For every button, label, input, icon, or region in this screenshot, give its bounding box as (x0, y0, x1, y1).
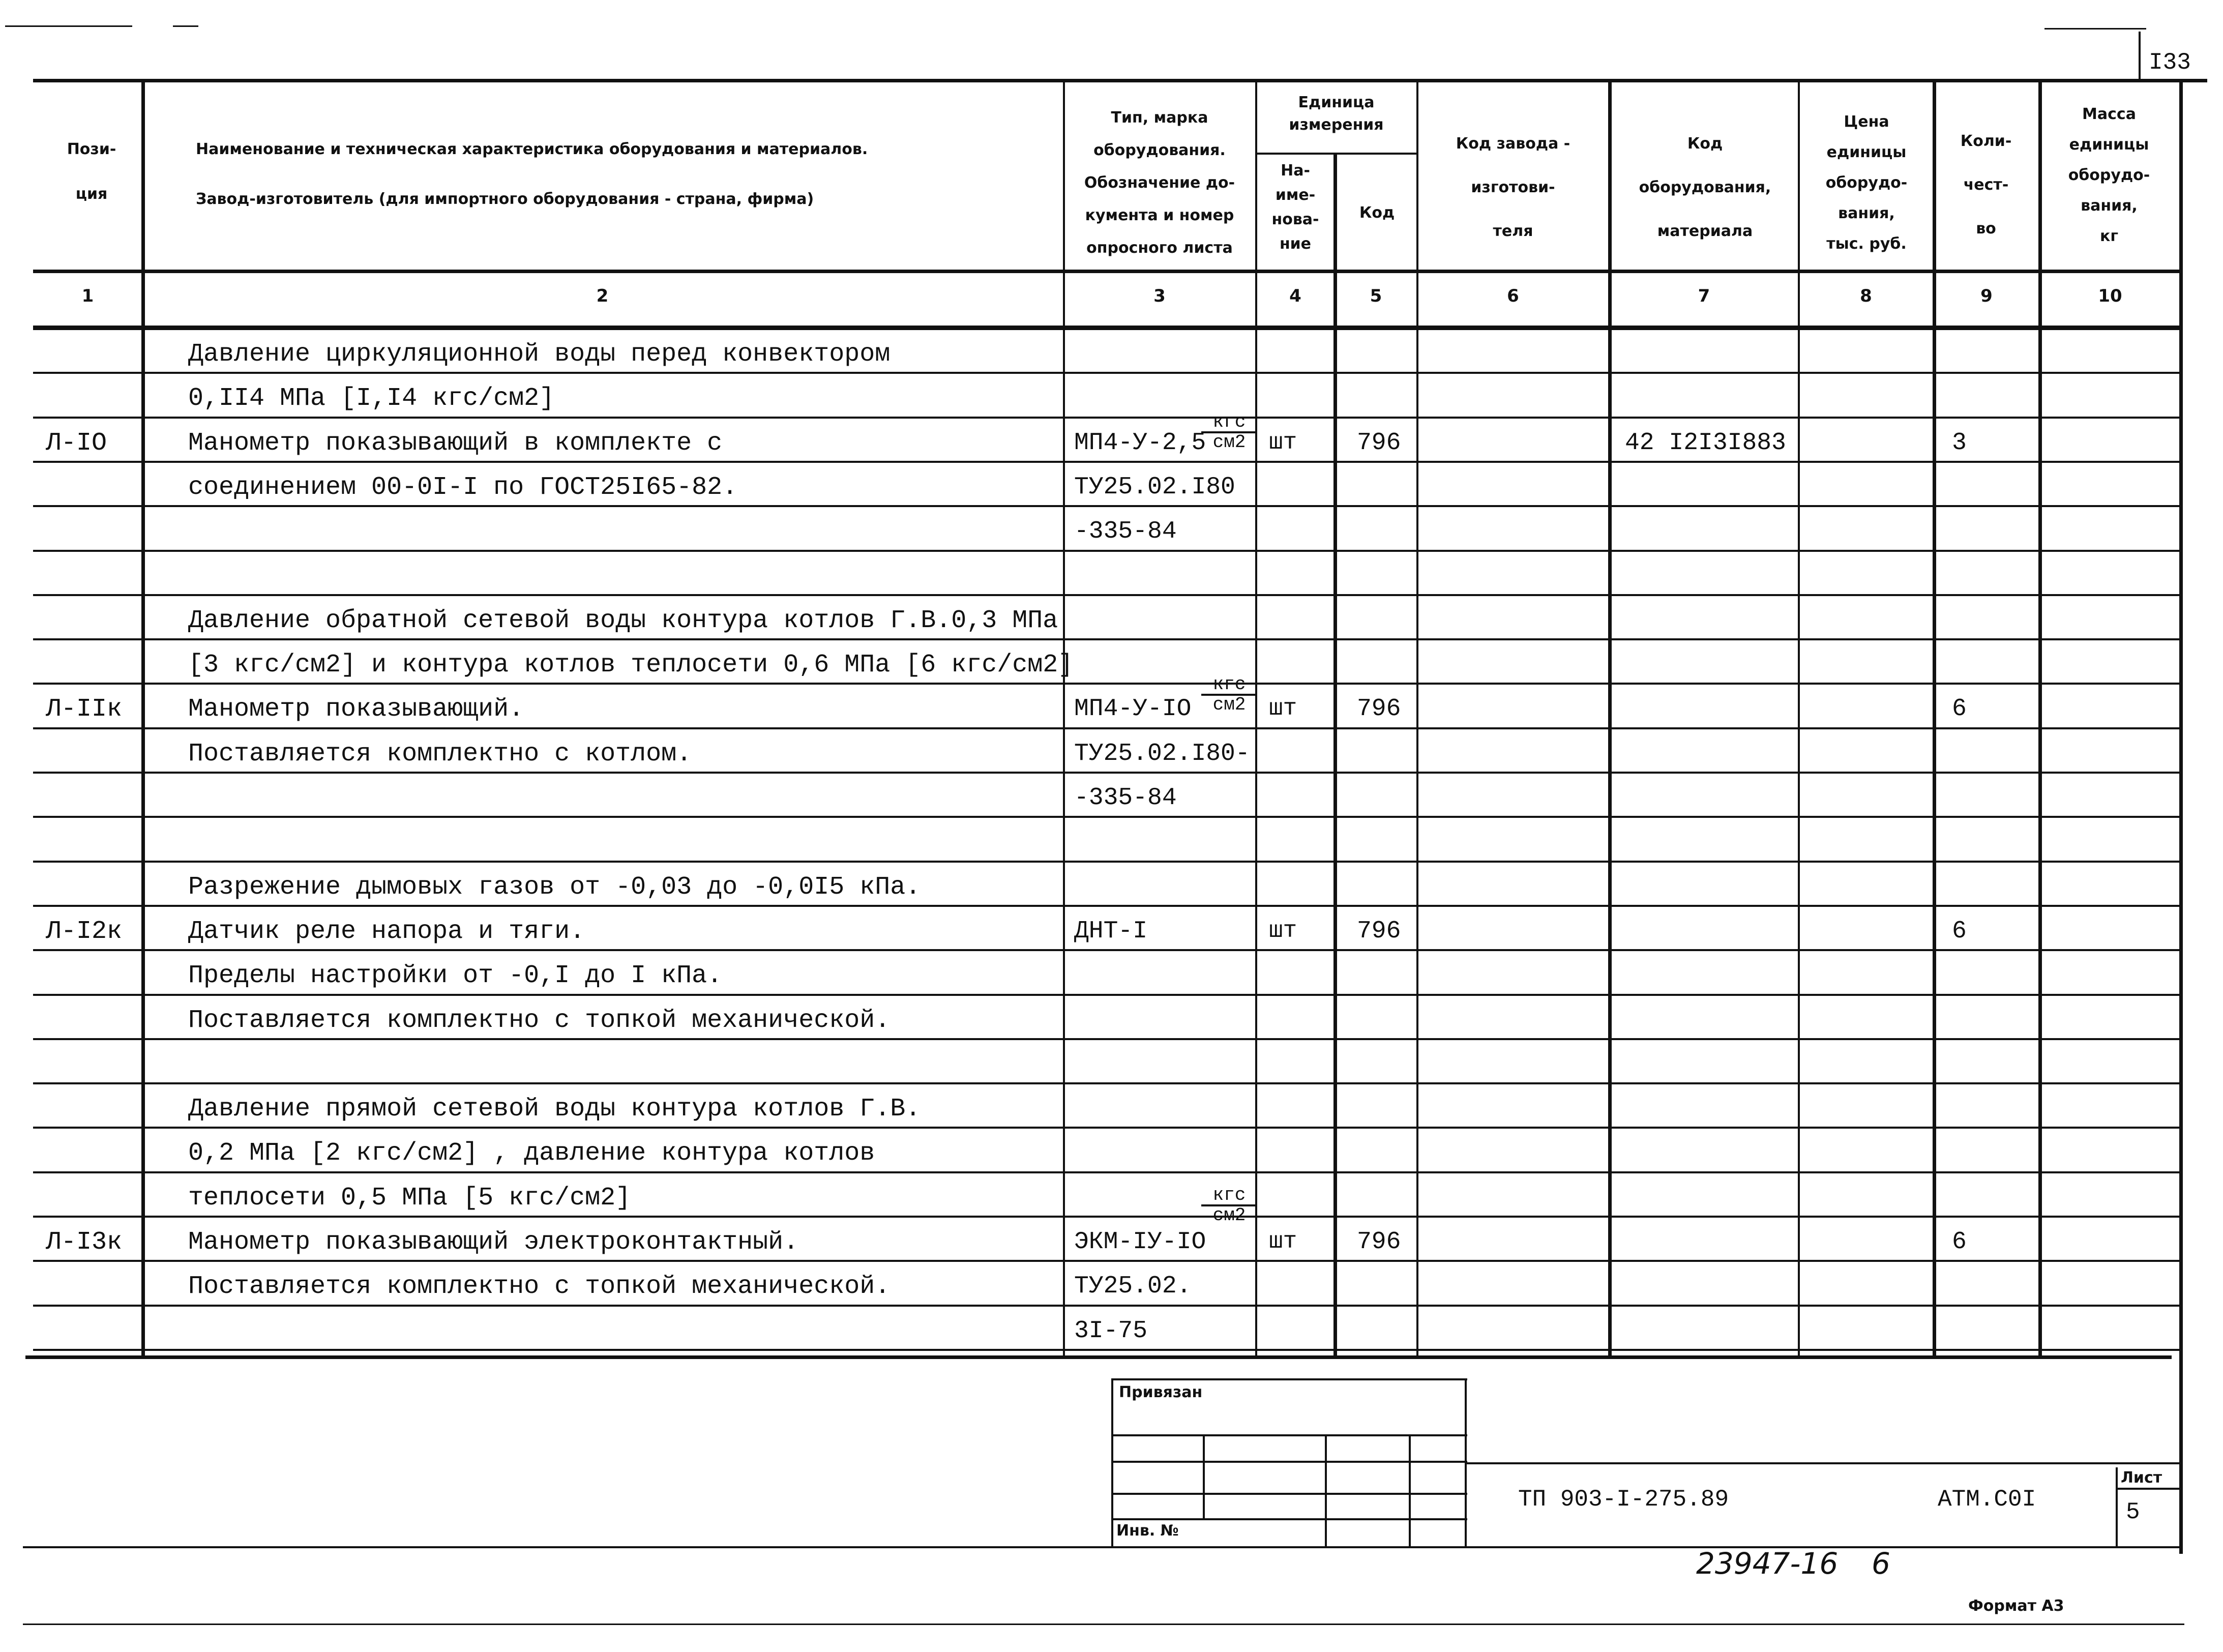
header-unit-group: Единица измерения (1289, 94, 1384, 134)
header-col5: Код (1359, 204, 1395, 222)
cell-type: МП4-У-IО (1074, 695, 1192, 723)
row-separator (33, 1127, 2182, 1129)
cell-name: Пределы настройки от -0,I до I кПа. (188, 961, 723, 991)
colnum-2: 2 (596, 286, 609, 306)
cell-name: Поставляется комплектно с топкой механической. (188, 1006, 891, 1035)
row-separator (33, 727, 2182, 729)
table-bottom-border (25, 1355, 2172, 1359)
cell-name: Давление прямой сетевой воды контура котлов Г.В. (188, 1095, 921, 1124)
cell-name: [3 кгс/см2] и контура котлов теплосети 0,6 МПа [6 кгс/см2] (188, 651, 1074, 680)
cell-type: ТУ25.02.I80 (1074, 473, 1235, 501)
cell-type: МП4-У-2,5 (1074, 429, 1206, 457)
header-col3: Тип, марка оборудования. Обозначение до- кумента и номер опросного листа (1084, 109, 1235, 257)
cell-name: Датчик реле напора и тяги. (188, 917, 585, 946)
row-separator (33, 1082, 2182, 1084)
unit-subheader-line (1255, 153, 1416, 155)
colnum-1: 1 (81, 286, 94, 306)
cell-code: 796 (1357, 429, 1401, 457)
row-separator (33, 594, 2182, 596)
unit-fraction-row-3: кгс см2 (1201, 413, 1257, 452)
colnum-3: 3 (1153, 286, 1166, 306)
sheet-number-top: I33 (2149, 49, 2191, 76)
col-line-5 (1416, 79, 1418, 1358)
colnum-7: 7 (1698, 286, 1710, 306)
row-separator (33, 816, 2182, 818)
col-line-8 (1933, 79, 1936, 1358)
unit-fraction-row-21: кгс см2 (1201, 1186, 1257, 1225)
header-col9: Коли- чест- во (1960, 132, 2012, 238)
cell-unit: шт (1269, 429, 1297, 456)
colnum-8: 8 (1860, 286, 1872, 306)
body-top-border (33, 327, 2182, 330)
cell-eqcode: 42 I2I3I883 (1625, 429, 1786, 457)
cell-name: 0,II4 МПа [I,I4 кгс/см2] (188, 384, 555, 414)
stamp-doc-code: ТП 903-I-275.89 (1518, 1486, 1729, 1513)
row-separator (33, 683, 2182, 685)
col-line-7 (1798, 79, 1800, 1358)
cell-name: 0,2 МПа [2 кгс/см2] , давление контура котлов (188, 1139, 875, 1168)
stamp-bottom-number: 23947-16 (1696, 1546, 1839, 1581)
colnum-4: 4 (1289, 286, 1301, 306)
cell-name: Манометр показывающий. (188, 695, 524, 724)
row-separator (33, 1216, 2182, 1218)
table-top-border (33, 79, 2207, 82)
cell-type: ТУ25.02. (1074, 1273, 1192, 1301)
stamp-privyazan: Привязан (1119, 1383, 1203, 1401)
cell-type: -335-84 (1074, 784, 1177, 812)
cell-code: 796 (1357, 1228, 1401, 1256)
col-line-3 (1255, 79, 1257, 1358)
bottom-rule (23, 1624, 2184, 1625)
row-separator (33, 1171, 2182, 1173)
top-left-dash-2 (173, 25, 198, 27)
cell-type: ДНТ-I (1074, 917, 1148, 945)
row-separator (33, 372, 2182, 374)
top-left-dash (5, 25, 132, 27)
sheet-number-box-left (2139, 32, 2141, 82)
cell-qty: 6 (1952, 917, 1967, 945)
stamp-inv-label: Инв. № (1116, 1522, 1179, 1540)
header-bottom-border (33, 270, 2182, 273)
header-col2: Наименование и техническая характеристика оборудования и материалов. Завод-изготовитель (для импортного оборудования - страна, фирма) (196, 140, 868, 208)
cell-name: теплосети 0,5 МПа [5 кгс/см2] (188, 1183, 631, 1213)
cell-unit: шт (1269, 695, 1297, 722)
cell-code: 796 (1357, 917, 1401, 945)
cell-type: 3I-75 (1074, 1317, 1148, 1345)
cell-name: Поставляется комплектно с котлом. (188, 739, 692, 769)
format-label: Формат А3 (1968, 1597, 2064, 1615)
header-col10: Масса единицы оборудо- вания, кг (2068, 105, 2150, 245)
colnum-6: 6 (1507, 286, 1519, 306)
stamp-sheet-label: Лист (2121, 1469, 2162, 1487)
col-line-4 (1333, 153, 1337, 1358)
cell-type: -335-84 (1074, 518, 1177, 546)
header-col7: Код оборудования, материала (1639, 135, 1771, 240)
col-line-2 (1063, 79, 1065, 1358)
colnum-5: 5 (1370, 286, 1382, 306)
cell-qty: 6 (1952, 1228, 1967, 1256)
row-separator (33, 1349, 2182, 1351)
row-separator (33, 861, 2182, 863)
colnum-10: 10 (2098, 286, 2122, 306)
row-separator (33, 949, 2182, 951)
unit-fraction-row-9: кгс см2 (1201, 675, 1257, 714)
colnum-9: 9 (1980, 286, 1993, 306)
cell-qty: 3 (1952, 429, 1967, 457)
stamp-doc-mark: АТМ.С0I (1938, 1486, 2036, 1513)
cell-name: Давление обратной сетевой воды контура котлов Г.В.0,3 МПа (188, 606, 1058, 635)
cell-name: Поставляется комплектно с топкой механической. (188, 1272, 891, 1302)
row-separator (33, 1038, 2182, 1040)
row-separator (33, 505, 2182, 507)
header-col1: Пози- ция (67, 140, 116, 203)
stamp-bottom-copy: 6 (1872, 1546, 1890, 1581)
row-separator (33, 772, 2182, 774)
stamp-sheet-number: 5 (2126, 1499, 2140, 1525)
row-separator (33, 905, 2182, 907)
row-separator (33, 1305, 2182, 1307)
col-line-1 (141, 79, 145, 1358)
row-separator (33, 417, 2182, 419)
cell-name: Давление циркуляционной воды перед конвектором (188, 340, 891, 369)
row-separator (33, 638, 2182, 640)
cell-name: Манометр показывающий электроконтактный. (188, 1228, 799, 1257)
cell-name: Манометр показывающий в комплекте с (188, 428, 723, 458)
col-line-6 (1608, 79, 1612, 1358)
row-separator (33, 1260, 2182, 1262)
cell-code: 796 (1357, 695, 1401, 723)
cell-type: ТУ25.02.I80- (1074, 740, 1250, 768)
row-separator (33, 550, 2182, 552)
row-separator (33, 994, 2182, 996)
cell-qty: 6 (1952, 695, 1967, 723)
row-separator (33, 461, 2182, 463)
cell-name: соединением 00-0I-I по ГОСТ25I65-82. (188, 473, 738, 502)
top-right-dash (2044, 28, 2146, 29)
cell-name: Разрежение дымовых газов от -0,03 до -0,0I5 кПа. (188, 872, 921, 902)
col-line-9 (2038, 79, 2042, 1358)
cell-unit: шт (1269, 917, 1297, 944)
cell-pos: Л-I2к (46, 917, 123, 946)
header-col8: Цена единицы оборудо- вания, тыс. руб. (1825, 113, 1908, 253)
cell-pos: Л-IIк (46, 695, 123, 724)
cell-pos: Л-IО (46, 428, 107, 458)
header-col4: На- име- нова- ние (1271, 162, 1319, 253)
cell-type: ЭКМ-IУ-IО (1074, 1228, 1206, 1256)
header-col6: Код завода - изготови- теля (1456, 135, 1570, 240)
cell-pos: Л-I3к (46, 1228, 123, 1257)
cell-unit: шт (1269, 1228, 1297, 1255)
